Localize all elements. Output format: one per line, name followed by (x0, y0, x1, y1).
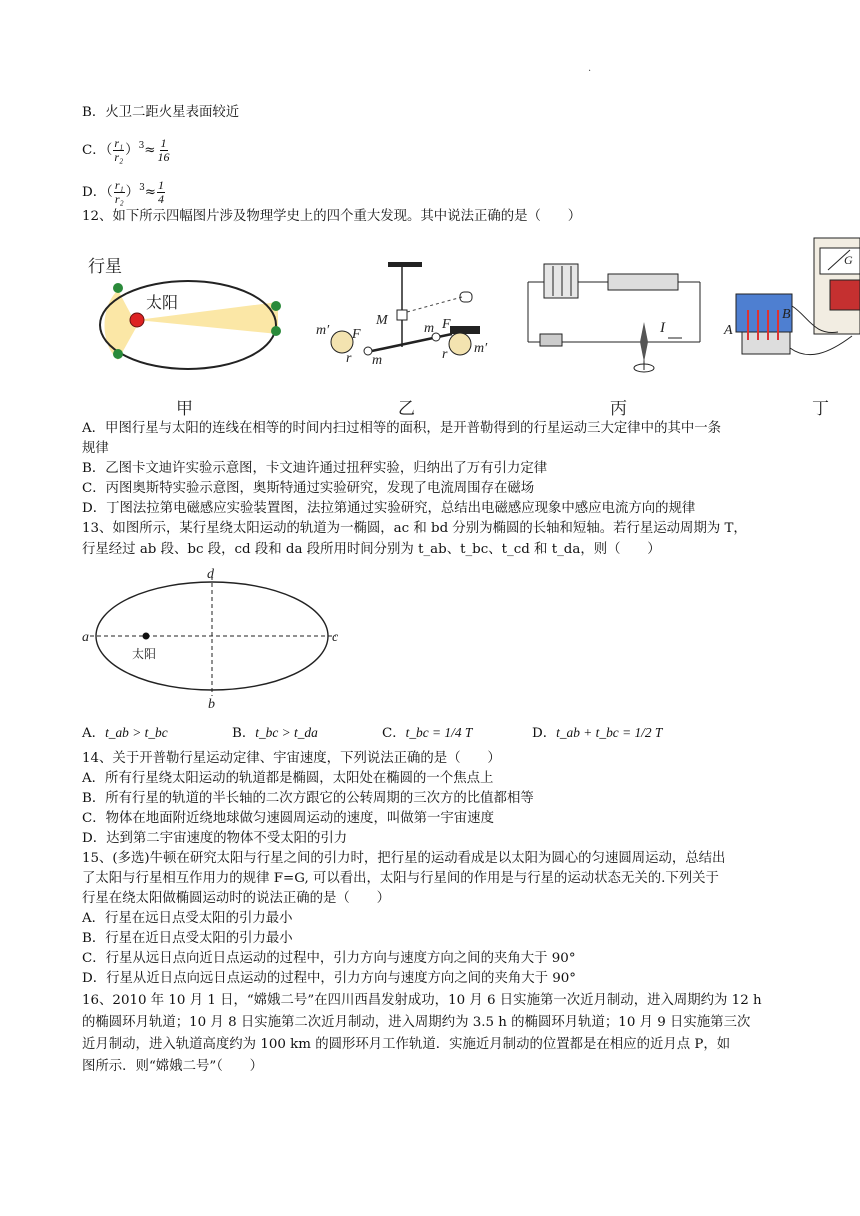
q13-stem-1: 13、如图所示，某行星绕太阳运动的轨道为一椭圆，ac 和 bd 分别为椭圆的长轴和短轴。若行星运动周期为 T， (82, 521, 747, 536)
q11-option-c-value (157, 137, 171, 164)
value-denominator: 4 (158, 192, 165, 206)
q11-option-d-value (157, 179, 165, 206)
option-label: B． (232, 726, 256, 741)
q12-stem: 12、如下所示四幅图片涉及物理学史上的四个重大发现。其中说法正确的是（ ） (82, 209, 582, 224)
q11-option-d (82, 170, 166, 206)
label-g: G (844, 253, 853, 267)
q15-option-d: D．行星从近日点向远日点运动的过程中，引力方向与速度方向之间的夹角大于 90° (82, 971, 577, 986)
approx-sign: ≈ (144, 143, 156, 158)
q11-option-c-ratio (113, 137, 124, 164)
q13-figure (82, 566, 362, 712)
option-label: D． (532, 726, 557, 741)
page-mark: · (588, 66, 592, 77)
point-b: b (208, 697, 215, 712)
label: m (424, 321, 435, 336)
label: F (442, 317, 451, 332)
q11-option-b: B．火卫二距火星表面较近 (82, 105, 240, 120)
q15-option-b: B．行星在近日点受太阳的引力最小 (82, 931, 293, 946)
ratio-numerator: r₁ (114, 136, 124, 150)
rod-end (450, 326, 480, 334)
q16-line-4: 图所示．则“嫦娥二号”（ ） (82, 1059, 264, 1074)
q14-option-d: D．达到第二宇宙速度的物体不受太阳的引力 (82, 831, 348, 846)
large-sphere (331, 331, 353, 353)
option-label: C． (382, 726, 406, 741)
sun-dot (143, 633, 150, 640)
battery (544, 264, 578, 298)
q14-option-b: B．所有行星的轨道的半长轴的二次方跟它的公转周期的三次方的比值都相等 (82, 791, 534, 806)
small-sphere (364, 347, 372, 355)
planet-dot (113, 283, 123, 293)
label: m′ (316, 323, 330, 338)
point-d: d (207, 567, 214, 582)
value-denominator: 16 (157, 150, 170, 164)
figure-bing-caption: 丙 (610, 399, 627, 419)
q12-option-a: A．甲图行星与太阳的连线在相等的时间内扫过相等的面积，是开普勒得到的行星运动三大定律中的其中一条 (82, 421, 722, 436)
q13-option-d (532, 722, 662, 741)
compass-needle (640, 322, 648, 362)
figure-jia (82, 252, 302, 377)
ratio-denominator: r₂ (114, 192, 124, 206)
figure-ding (718, 236, 860, 377)
mirror (397, 310, 407, 320)
label: M (376, 313, 388, 328)
q12-option-d: D．丁图法拉第电磁感应实验装置图，法拉第通过实验研究，总结出电磁感应现象中感应电流方向的规律 (82, 501, 696, 516)
q14-option-a: A．所有行星绕太阳运动的轨道都是椭圆，太阳处在椭圆的一个焦点上 (82, 771, 494, 786)
figure-yi-caption: 乙 (398, 399, 415, 419)
q16-line-3: 近月制动，进入轨道高度约为 100 km 的圆形环月工作轨道．实施近月制动的位置都是在相应的近月点 P，如 (82, 1037, 731, 1052)
q12-option-a-cont: 规律 (82, 441, 109, 456)
planet-dot (271, 301, 281, 311)
ceiling-bar (388, 262, 422, 267)
label: F (352, 327, 361, 342)
approx-sign: ≈ (144, 185, 157, 200)
q11-option-d-label: D．（ (82, 185, 113, 200)
ratio-denominator: r₂ (114, 150, 124, 164)
option-label: A． (82, 726, 106, 741)
q12-option-b: B．乙图卡文迪许实验示意图，卡文迪许通过扭秤实验，归纳出了万有引力定律 (82, 461, 548, 476)
q16-line-2: 的椭圆环月轨道；10 月 8 日实施第二次近月制动，进入周期约为 3.5 h 的椭圆环月轨道；10 月 9 日实施第三次 (82, 1015, 751, 1030)
option-expression: t_bc = 1/4 T (405, 725, 473, 740)
q15-option-c: C．行星从远日点向近日点运动的过程中，引力方向与速度方向之间的夹角大于 90° (82, 951, 576, 966)
q13-stem-2: 行星经过 ab 段、bc 段，cd 段和 da 段所用时间分别为 t_ab、t_bc、t_cd 和 t_da，则（ ） (82, 542, 661, 557)
option-expression: t_ab + t_bc = 1/2 T (556, 725, 663, 740)
label-a: A (724, 323, 733, 338)
figure-bing (522, 252, 712, 377)
q15-option-a: A．行星在远日点受太阳的引力最小 (82, 911, 293, 926)
q11-option-c (82, 128, 172, 164)
q15-stem-2: 了太阳与行星相互作用力的规律 F=G, 可以看出，太阳与行星间的作用是与行星的运动状态无关的.下列关于 (82, 871, 719, 886)
exponent: 3 (138, 141, 145, 151)
planet-label: 行星 (88, 257, 122, 277)
q13-option-b (232, 722, 318, 741)
q16-line-1: 16、2010 年 10 月 1 日，“嫦娥二号”在四川西昌发射成功，10 月 6 日实施第一次近月制动，进入周期约为 12 h (82, 993, 762, 1008)
figure-jia-caption: 甲 (176, 399, 193, 419)
magnet (742, 332, 790, 354)
q12-option-c: C．丙图奥斯特实验示意图，奥斯特通过实验研究，发现了电流周围存在磁场 (82, 481, 535, 496)
figure-yi (312, 252, 512, 377)
value-numerator: 1 (158, 178, 165, 192)
q15-stem-1: 15、(多选)牛顿在研究太阳与行星之间的引力时，把行星的运动看成是以太阳为圆心的匀速圆周运动，总结出 (82, 851, 726, 866)
sun-label: 太阳 (132, 647, 157, 661)
figure-ding-caption: 丁 (812, 399, 829, 419)
label: r (346, 351, 352, 366)
planet-dot (271, 326, 281, 336)
q11-option-c-label: C．（ (82, 143, 113, 158)
option-expression: t_bc > t_da (255, 725, 318, 740)
label: m (372, 353, 383, 368)
label-b: B (782, 307, 791, 322)
rheostat (608, 274, 678, 290)
q11-option-d-ratio (114, 179, 125, 206)
close-paren: ） (125, 185, 140, 200)
q13-option-a (82, 722, 168, 741)
q14-stem: 14、关于开普勒行星运动定律、宇宙速度，下列说法正确的是（ ） (82, 751, 501, 766)
switch (540, 334, 562, 346)
light-ray (407, 297, 462, 312)
label: m′ (474, 341, 488, 356)
planet-dot (113, 349, 123, 359)
q13-option-c (382, 722, 472, 741)
q14-option-c: C．物体在地面附近绕地球做匀速圆周运动的速度，叫做第一宇宙速度 (82, 811, 494, 826)
ratio-numerator: r₁ (114, 178, 124, 192)
sun-label: 太阳 (146, 293, 179, 312)
current-label: I (660, 320, 665, 336)
point-c: c (332, 630, 339, 645)
option-expression: t_ab > t_bc (105, 725, 168, 740)
point-a: a (82, 630, 89, 645)
label: r (442, 347, 448, 362)
value-numerator: 1 (160, 136, 167, 150)
close-paren: ） (125, 143, 139, 158)
sun-dot (130, 313, 144, 327)
exponent: 3 (139, 183, 145, 193)
q15-stem-3: 行星在绕太阳做椭圆运动时的说法正确的是（ ） (82, 891, 390, 906)
large-sphere (449, 333, 471, 355)
